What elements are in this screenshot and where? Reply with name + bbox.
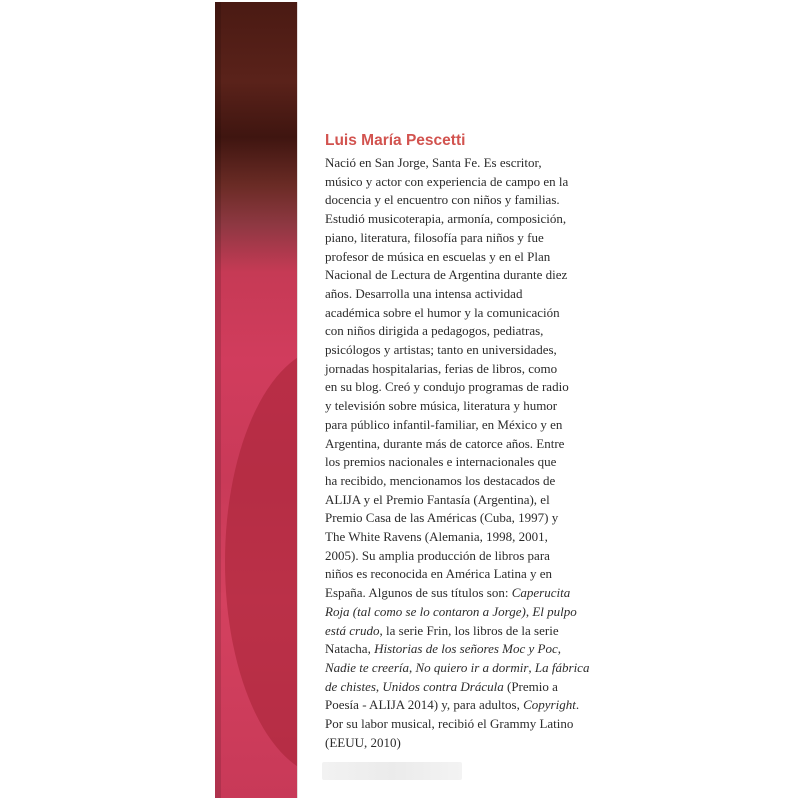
bio-text-segment: ALIJA y el Premio Fantasía (Argentina), el xyxy=(325,491,550,507)
bio-line xyxy=(325,416,600,435)
book-title-text: No quiero ir a dormir xyxy=(415,659,529,675)
bio-line xyxy=(325,266,600,285)
bio-line xyxy=(325,603,600,622)
bio-line xyxy=(325,640,600,659)
author-name: Luis María Pescetti xyxy=(325,132,466,149)
bio-paragraph xyxy=(325,154,600,753)
bio-line xyxy=(325,565,600,584)
bio-line xyxy=(325,678,600,697)
bio-line xyxy=(325,341,600,360)
bio-line xyxy=(325,322,600,341)
bio-text-segment: , xyxy=(557,641,562,657)
bio-text-segment: ha recibido, mencionamos los destacados de xyxy=(325,472,556,488)
bio-line xyxy=(325,491,600,510)
bio-line xyxy=(325,659,600,678)
bio-text-segment: músico y actor con experiencia de campo en la xyxy=(325,173,569,189)
bio-text-segment: (EEUU, 2010) xyxy=(325,734,401,750)
bio-text-segment: años. Desarrolla una intensa actividad xyxy=(325,285,523,301)
book-title-text: Unidos contra Drácula xyxy=(382,678,504,694)
bio-text-segment: Argentina, durante más de catorce años. Entre xyxy=(325,435,565,451)
bio-text-segment: (Premio a xyxy=(503,678,558,694)
bio-text-segment: Nació en San Jorge, Santa Fe. Es escritor, xyxy=(325,155,542,170)
bio-text-segment: en su blog. Creó y condujo programas de radio xyxy=(325,379,569,395)
flap-decorative-curve xyxy=(225,347,297,777)
bio-line xyxy=(325,734,600,753)
book-title-text: Nadie te creería xyxy=(325,659,409,675)
bio-line xyxy=(325,248,600,267)
book-title-text: El pulpo xyxy=(532,603,577,619)
fold-line xyxy=(297,2,298,798)
bio-text-segment: The White Ravens (Alemania, 1998, 2001, xyxy=(325,529,548,545)
bio-text-segment: , xyxy=(525,603,533,619)
bio-line xyxy=(325,696,600,715)
bio-line xyxy=(325,229,600,248)
bio-line xyxy=(325,360,600,379)
bio-text-segment: España. Algunos de sus títulos son: xyxy=(325,585,512,601)
bio-text-segment: con niños dirigida a pedagogos, pediatras, xyxy=(325,323,544,339)
bio-text-segment: , xyxy=(409,659,416,675)
bio-line xyxy=(325,191,600,210)
bio-text-segment: Estudió musicoterapia, armonía, composición, xyxy=(325,211,567,227)
bio-text-segment: piano, literatura, filosofía para niños y fue xyxy=(325,229,544,245)
bio-text-segment: Poesía - ALIJA 2014) y, para adultos, xyxy=(325,697,524,713)
flap-fold-shadow xyxy=(215,2,221,798)
bio-line xyxy=(325,154,600,173)
bio-line xyxy=(325,173,600,192)
bio-text-segment: y televisión sobre música, literatura y humor xyxy=(325,398,558,414)
bio-text-segment: jornadas hospitalarias, ferias de libros, como xyxy=(325,360,558,376)
book-title-text: La fábrica xyxy=(534,659,590,675)
bio-text-segment: Natacha, xyxy=(325,641,375,657)
bio-line xyxy=(325,509,600,528)
bio-text-segment: profesor de música en escuelas y en el Plan xyxy=(325,248,551,264)
author-bio xyxy=(325,131,600,753)
bio-text-segment: Por su labor musical, recibió el Grammy Latino xyxy=(325,716,574,732)
bio-text-segment: para público infantil-familiar, en México y en xyxy=(325,416,563,432)
bio-text-segment: . xyxy=(575,697,580,713)
book-title-text: Roja (tal como se lo contaron a Jorge) xyxy=(325,603,526,619)
scan-smudge xyxy=(322,762,462,780)
cover-flap-color-band xyxy=(215,2,297,798)
bio-text-segment: académica sobre el humor y la comunicación xyxy=(325,304,560,320)
bio-text-segment: psicólogos y artistas; tanto en universidades, xyxy=(325,342,557,358)
bio-text-segment: 2005). Su amplia producción de libros para xyxy=(325,547,550,563)
bio-text-segment: , la serie Frin, los libros de la serie xyxy=(379,622,559,638)
book-title-text: Caperucita xyxy=(511,585,571,601)
bio-text-segment: los premios nacionales e internacionales que xyxy=(325,454,557,470)
bio-line xyxy=(325,210,600,229)
bio-line xyxy=(325,472,600,491)
bio-text-segment: , xyxy=(375,678,383,694)
bio-text-segment: niños es reconocida en América Latina y en xyxy=(325,566,553,582)
bio-line xyxy=(325,435,600,454)
book-title-text: está crudo xyxy=(325,622,380,638)
bio-text-segment: Nacional de Lectura de Argentina durante diez xyxy=(325,267,568,283)
bio-line xyxy=(325,285,600,304)
bio-line xyxy=(325,304,600,323)
bio-line xyxy=(325,378,600,397)
bio-text-segment: docencia y el encuentro con niños y familias. xyxy=(325,192,560,208)
bio-line xyxy=(325,453,600,472)
bio-text-segment: Premio Casa de las Américas (Cuba, 1997) y xyxy=(325,510,559,526)
bio-line xyxy=(325,584,600,603)
book-title-text: Historias de los señores Moc y Poc xyxy=(374,641,558,657)
bio-line xyxy=(325,397,600,416)
bio-line xyxy=(325,715,600,734)
bio-text-segment: , xyxy=(528,659,535,675)
book-title-text: Copyright xyxy=(523,697,576,713)
book-title-text: de chistes xyxy=(325,678,376,694)
bio-line xyxy=(325,528,600,547)
bio-line xyxy=(325,622,600,641)
bio-line xyxy=(325,547,600,566)
